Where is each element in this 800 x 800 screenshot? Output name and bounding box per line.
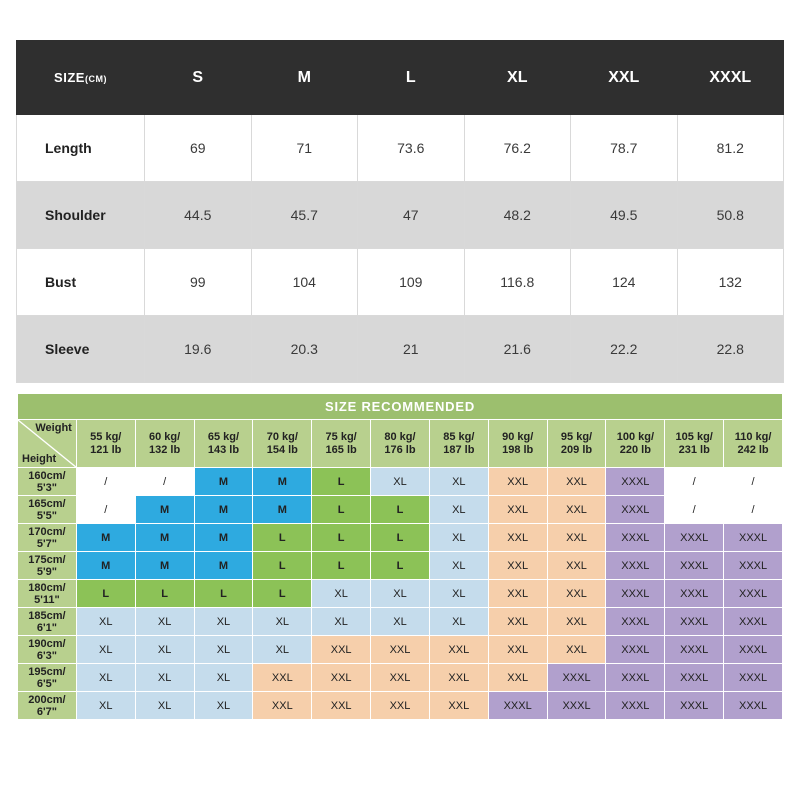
recommendation-cell-r8-c12: XXXL xyxy=(724,664,783,692)
size-recommended-container xyxy=(16,392,784,721)
recommendation-cell-r5-c11: XXXL xyxy=(665,580,724,608)
recommendation-cell-r5-c10: XXXL xyxy=(606,580,665,608)
row-label-sleeve: Sleeve xyxy=(17,316,145,383)
weight-column-header-2: 60 kg/ 132 lb xyxy=(135,420,194,468)
weight-axis-label: Weight xyxy=(35,422,72,434)
height-row-header-8: 195cm/ 6'5" xyxy=(18,664,77,692)
cell-bust-m: 104 xyxy=(251,249,358,316)
recommendation-cell-r9-c4: XXL xyxy=(253,692,312,720)
recommendation-cell-r8-c6: XXL xyxy=(371,664,430,692)
recommendation-cell-r6-c8: XXL xyxy=(488,608,547,636)
table-row xyxy=(18,608,783,636)
recommendation-cell-r6-c7: XL xyxy=(429,608,488,636)
measurement-table-header xyxy=(17,41,784,115)
column-header-l: L xyxy=(358,41,465,115)
recommendation-cell-r2-c9: XXL xyxy=(547,496,606,524)
weight-column-header-1: 55 kg/ 121 lb xyxy=(76,420,135,468)
table-row xyxy=(18,420,783,468)
table-row xyxy=(18,524,783,552)
recommendation-cell-r4-c5: L xyxy=(312,552,371,580)
cell-sleeve-xxl: 22.2 xyxy=(571,316,678,383)
recommendation-cell-r4-c1: M xyxy=(76,552,135,580)
table-row xyxy=(18,692,783,720)
cell-bust-xxxl: 132 xyxy=(677,249,784,316)
table-row xyxy=(17,182,784,249)
recommendation-cell-r6-c9: XXL xyxy=(547,608,606,636)
column-header-xxxl: XXXL xyxy=(677,41,784,115)
recommendation-cell-r3-c12: XXXL xyxy=(724,524,783,552)
recommendation-cell-r6-c1: XL xyxy=(76,608,135,636)
recommendation-cell-r9-c10: XXXL xyxy=(606,692,665,720)
cell-length-m: 71 xyxy=(251,115,358,182)
recommendation-cell-r2-c12: / xyxy=(724,496,783,524)
recommendation-cell-r3-c8: XXL xyxy=(488,524,547,552)
table-row xyxy=(17,249,784,316)
cell-length-l: 73.6 xyxy=(358,115,465,182)
recommendation-cell-r4-c3: M xyxy=(194,552,253,580)
weight-column-header-9: 95 kg/ 209 lb xyxy=(547,420,606,468)
recommendation-cell-r3-c7: XL xyxy=(429,524,488,552)
recommendation-cell-r7-c8: XXL xyxy=(488,636,547,664)
recommendation-cell-r8-c8: XXL xyxy=(488,664,547,692)
height-row-header-5: 180cm/ 5'11" xyxy=(18,580,77,608)
weight-column-header-12: 110 kg/ 242 lb xyxy=(724,420,783,468)
column-header-xl: XL xyxy=(464,41,571,115)
recommendation-cell-r4-c12: XXXL xyxy=(724,552,783,580)
recommendation-cell-r8-c3: XL xyxy=(194,664,253,692)
recommendation-cell-r7-c5: XXL xyxy=(312,636,371,664)
weight-column-header-10: 100 kg/ 220 lb xyxy=(606,420,665,468)
recommendation-cell-r9-c8: XXXL xyxy=(488,692,547,720)
recommendation-cell-r1-c3: M xyxy=(194,468,253,496)
recommendation-cell-r5-c7: XL xyxy=(429,580,488,608)
recommendation-cell-r1-c2: / xyxy=(135,468,194,496)
height-row-header-3: 170cm/ 5'7" xyxy=(18,524,77,552)
recommendation-cell-r3-c10: XXXL xyxy=(606,524,665,552)
recommendation-cell-r5-c2: L xyxy=(135,580,194,608)
recommendation-cell-r7-c10: XXXL xyxy=(606,636,665,664)
cell-shoulder-xl: 48.2 xyxy=(464,182,571,249)
table-row xyxy=(18,394,783,420)
recommendation-cell-r5-c5: XL xyxy=(312,580,371,608)
cell-bust-l: 109 xyxy=(358,249,465,316)
height-row-header-1: 160cm/ 5'3" xyxy=(18,468,77,496)
height-row-header-6: 185cm/ 6'1" xyxy=(18,608,77,636)
table-row xyxy=(17,41,784,115)
size-recommended-table xyxy=(17,393,783,720)
weight-column-header-4: 70 kg/ 154 lb xyxy=(253,420,312,468)
table-row xyxy=(18,580,783,608)
weight-column-header-11: 105 kg/ 231 lb xyxy=(665,420,724,468)
recommendation-cell-r1-c7: XL xyxy=(429,468,488,496)
table-row xyxy=(17,115,784,182)
recommendation-cell-r6-c12: XXXL xyxy=(724,608,783,636)
recommendation-cell-r5-c6: XL xyxy=(371,580,430,608)
weight-column-header-5: 75 kg/ 165 lb xyxy=(312,420,371,468)
recommendation-cell-r4-c6: L xyxy=(371,552,430,580)
size-unit-text: (CM) xyxy=(84,74,107,84)
weight-column-header-3: 65 kg/ 143 lb xyxy=(194,420,253,468)
recommendation-cell-r6-c11: XXXL xyxy=(665,608,724,636)
recommendation-cell-r7-c1: XL xyxy=(76,636,135,664)
measurement-size-header xyxy=(17,41,145,115)
recommendation-cell-r5-c4: L xyxy=(253,580,312,608)
recommendation-cell-r2-c10: XXXL xyxy=(606,496,665,524)
recommendation-cell-r1-c4: M xyxy=(253,468,312,496)
recommendation-cell-r5-c3: L xyxy=(194,580,253,608)
table-row xyxy=(17,316,784,383)
recommendation-cell-r4-c8: XXL xyxy=(488,552,547,580)
cell-shoulder-s: 44.5 xyxy=(145,182,252,249)
table-row xyxy=(18,636,783,664)
recommendation-cell-r3-c4: L xyxy=(253,524,312,552)
recommendation-cell-r8-c4: XXL xyxy=(253,664,312,692)
cell-shoulder-m: 45.7 xyxy=(251,182,358,249)
recommendation-cell-r8-c9: XXXL xyxy=(547,664,606,692)
cell-length-s: 69 xyxy=(145,115,252,182)
recommendation-cell-r8-c10: XXXL xyxy=(606,664,665,692)
recommendation-cell-r1-c10: XXXL xyxy=(606,468,665,496)
cell-sleeve-l: 21 xyxy=(358,316,465,383)
recommendation-cell-r9-c2: XL xyxy=(135,692,194,720)
cell-sleeve-s: 19.6 xyxy=(145,316,252,383)
recommendation-cell-r3-c9: XXL xyxy=(547,524,606,552)
recommendation-cell-r1-c6: XL xyxy=(371,468,430,496)
recommendation-cell-r6-c3: XL xyxy=(194,608,253,636)
weight-column-header-8: 90 kg/ 198 lb xyxy=(488,420,547,468)
recommendation-cell-r3-c1: M xyxy=(76,524,135,552)
size-recommended-title: SIZE RECOMMENDED xyxy=(18,394,783,420)
recommendation-cell-r1-c8: XXL xyxy=(488,468,547,496)
recommendation-cell-r5-c9: XXL xyxy=(547,580,606,608)
recommendation-cell-r4-c9: XXL xyxy=(547,552,606,580)
column-header-m: M xyxy=(251,41,358,115)
weight-column-header-6: 80 kg/ 176 lb xyxy=(371,420,430,468)
recommendation-cell-r3-c3: M xyxy=(194,524,253,552)
height-row-header-2: 165cm/ 5'5" xyxy=(18,496,77,524)
row-label-length: Length xyxy=(17,115,145,182)
recommendation-cell-r1-c1: / xyxy=(76,468,135,496)
recommendation-cell-r3-c11: XXXL xyxy=(665,524,724,552)
recommendation-cell-r2-c6: L xyxy=(371,496,430,524)
table-row xyxy=(18,468,783,496)
cell-length-xxxl: 81.2 xyxy=(677,115,784,182)
axis-corner-cell xyxy=(18,420,77,468)
recommendation-cell-r7-c12: XXXL xyxy=(724,636,783,664)
recommendation-cell-r5-c12: XXXL xyxy=(724,580,783,608)
measurement-table-container xyxy=(16,40,784,383)
recommendation-cell-r4-c10: XXXL xyxy=(606,552,665,580)
recommendation-cell-r9-c12: XXXL xyxy=(724,692,783,720)
recommendation-cell-r7-c4: XL xyxy=(253,636,312,664)
cell-length-xl: 76.2 xyxy=(464,115,571,182)
recommendation-cell-r8-c7: XXL xyxy=(429,664,488,692)
recommendation-cell-r9-c7: XXL xyxy=(429,692,488,720)
recommendation-cell-r2-c8: XXL xyxy=(488,496,547,524)
height-row-header-7: 190cm/ 6'3" xyxy=(18,636,77,664)
recommendation-cell-r6-c5: XL xyxy=(312,608,371,636)
recommendation-cell-r2-c2: M xyxy=(135,496,194,524)
recommendation-cell-r3-c6: L xyxy=(371,524,430,552)
recommendation-cell-r7-c11: XXXL xyxy=(665,636,724,664)
recommendation-cell-r7-c7: XXL xyxy=(429,636,488,664)
cell-bust-xxl: 124 xyxy=(571,249,678,316)
height-row-header-9: 200cm/ 6'7" xyxy=(18,692,77,720)
recommendation-cell-r1-c9: XXL xyxy=(547,468,606,496)
cell-bust-xl: 116.8 xyxy=(464,249,571,316)
recommendation-cell-r1-c12: / xyxy=(724,468,783,496)
recommendation-cell-r3-c2: M xyxy=(135,524,194,552)
recommendation-cell-r7-c2: XL xyxy=(135,636,194,664)
recommendation-cell-r9-c5: XXL xyxy=(312,692,371,720)
measurement-table-body xyxy=(17,115,784,383)
recommendation-cell-r9-c9: XXXL xyxy=(547,692,606,720)
recommendation-cell-r9-c3: XL xyxy=(194,692,253,720)
recommendation-cell-r6-c4: XL xyxy=(253,608,312,636)
recommendation-cell-r4-c11: XXXL xyxy=(665,552,724,580)
recommendation-cell-r7-c6: XXL xyxy=(371,636,430,664)
recommendation-cell-r9-c11: XXXL xyxy=(665,692,724,720)
recommendation-cell-r6-c2: XL xyxy=(135,608,194,636)
recommendation-cell-r8-c5: XXL xyxy=(312,664,371,692)
recommendation-cell-r9-c6: XXL xyxy=(371,692,430,720)
cell-bust-s: 99 xyxy=(145,249,252,316)
cell-shoulder-xxl: 49.5 xyxy=(571,182,678,249)
recommendation-cell-r2-c7: XL xyxy=(429,496,488,524)
cell-shoulder-xxxl: 50.8 xyxy=(677,182,784,249)
measurement-table xyxy=(16,40,784,383)
recommendation-cell-r8-c11: XXXL xyxy=(665,664,724,692)
recommendation-cell-r1-c5: L xyxy=(312,468,371,496)
height-row-header-4: 175cm/ 5'9" xyxy=(18,552,77,580)
cell-sleeve-xl: 21.6 xyxy=(464,316,571,383)
recommendation-cell-r9-c1: XL xyxy=(76,692,135,720)
recommendation-cell-r2-c5: L xyxy=(312,496,371,524)
recommendation-cell-r7-c3: XL xyxy=(194,636,253,664)
recommendation-cell-r6-c10: XXXL xyxy=(606,608,665,636)
recommendation-cell-r6-c6: XL xyxy=(371,608,430,636)
recommendation-cell-r8-c2: XL xyxy=(135,664,194,692)
column-header-s: S xyxy=(145,41,252,115)
recommendation-cell-r4-c2: M xyxy=(135,552,194,580)
cell-sleeve-xxxl: 22.8 xyxy=(677,316,784,383)
row-label-shoulder: Shoulder xyxy=(17,182,145,249)
column-header-xxl: XXL xyxy=(571,41,678,115)
recommendation-cell-r2-c1: / xyxy=(76,496,135,524)
table-row xyxy=(18,552,783,580)
height-axis-label: Height xyxy=(22,453,57,465)
recommendation-cell-r3-c5: L xyxy=(312,524,371,552)
cell-shoulder-l: 47 xyxy=(358,182,465,249)
recommendation-cell-r7-c9: XXL xyxy=(547,636,606,664)
cell-length-xxl: 78.7 xyxy=(571,115,678,182)
table-row xyxy=(18,664,783,692)
cell-sleeve-m: 20.3 xyxy=(251,316,358,383)
recommendation-cell-r2-c4: M xyxy=(253,496,312,524)
recommendation-cell-r1-c11: / xyxy=(665,468,724,496)
recommendation-cell-r5-c8: XXL xyxy=(488,580,547,608)
recommendation-cell-r2-c11: / xyxy=(665,496,724,524)
table-row xyxy=(18,496,783,524)
weight-column-header-7: 85 kg/ 187 lb xyxy=(429,420,488,468)
size-label-text: SIZE xyxy=(54,70,85,85)
recommendation-cell-r2-c3: M xyxy=(194,496,253,524)
recommendation-cell-r8-c1: XL xyxy=(76,664,135,692)
recommendation-cell-r4-c7: XL xyxy=(429,552,488,580)
row-label-bust: Bust xyxy=(17,249,145,316)
recommendation-cell-r5-c1: L xyxy=(76,580,135,608)
recommendation-cell-r4-c4: L xyxy=(253,552,312,580)
